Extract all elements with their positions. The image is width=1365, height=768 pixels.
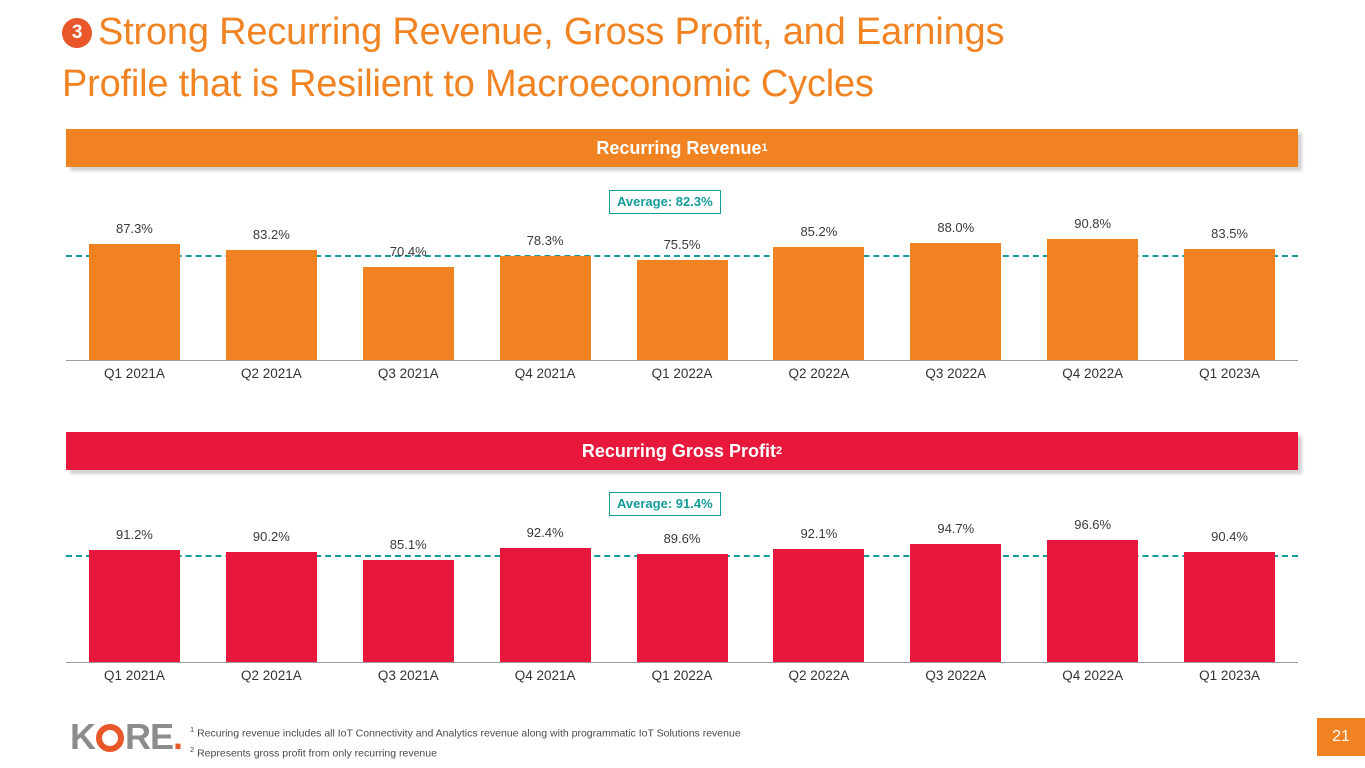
x-axis-tick-label: Q1 2023A (1199, 366, 1260, 381)
bar (363, 244, 454, 360)
footnote-1-marker: 1 (190, 725, 195, 734)
x-axis-tick-label: Q1 2021A (104, 668, 165, 683)
bar-slot (887, 521, 1024, 662)
bar-slot (1161, 226, 1298, 360)
bar-slot (340, 230, 477, 360)
bar (1047, 216, 1138, 360)
plot-area-gross-profit (66, 517, 1298, 663)
footnote-1-text: Recuring revenue includes all IoT Connectivity and Analytics revenue along with programmatic IoT Solutions revenue (197, 727, 741, 740)
logo-dot: . (173, 716, 183, 757)
average-badge-revenue: Average: 82.3% (609, 190, 721, 214)
bar-value-label: 91.2% (116, 527, 153, 542)
bar-value-label: 92.1% (800, 526, 838, 541)
bar-value-label: 85.2% (800, 224, 838, 239)
bar-value-label: 90.2% (252, 529, 290, 544)
bar-value-label: 90.8% (1074, 216, 1112, 231)
x-axis-tick-label: Q2 2022A (788, 366, 850, 381)
section-header-recurring-gross-profit (66, 432, 1298, 470)
title-line-1 (62, 6, 1292, 58)
x-axis-tick-label: Q1 2022A (651, 366, 713, 381)
bar (1184, 226, 1275, 360)
bar-slot (887, 220, 1024, 360)
chart-recurring-revenue (66, 190, 1298, 395)
bar (89, 527, 180, 662)
x-axis-tick-label: Q1 2023A (1199, 668, 1260, 683)
section-header-recurring-revenue-footnote-marker: 1 (761, 142, 768, 154)
bar-slot (203, 227, 340, 360)
x-axis-tick-label: Q4 2022A (1062, 366, 1124, 381)
section-header-recurring-gross-profit-label: Recurring Gross Profit (581, 440, 776, 461)
step-number-badge: 3 (62, 18, 92, 48)
bar-value-label: 83.2% (252, 227, 290, 242)
footnotes (190, 722, 741, 761)
x-axis-tick-label: Q2 2021A (240, 668, 302, 683)
bar-slot (614, 532, 751, 662)
bar (226, 529, 317, 662)
bar-value-label: 75.5% (663, 237, 701, 252)
title-line-2: Profile that is Resilient to Macroeconomic Cycles (62, 63, 874, 105)
x-axis-tick-label: Q3 2022A (925, 668, 987, 683)
bar (226, 227, 317, 360)
x-axis-tick-label: Q2 2021A (240, 366, 302, 381)
x-axis-tick-label: Q2 2022A (788, 668, 850, 683)
bar-slot (203, 529, 340, 662)
section-header-recurring-revenue-label: Recurring Revenue (596, 137, 762, 158)
bar (910, 220, 1001, 360)
footnote-2 (190, 742, 741, 762)
bar-slot (66, 527, 203, 662)
average-badge-gross-profit: Average: 91.4% (609, 492, 721, 516)
x-axis-tick-label: Q1 2022A (651, 668, 713, 683)
bar-slot (614, 230, 751, 360)
footnote-1 (190, 722, 741, 742)
bar-slot (477, 525, 614, 662)
section-header-recurring-revenue (66, 129, 1298, 167)
title-line-1-text: Strong Recurring Revenue, Gross Profit, and Earnings (98, 11, 1005, 53)
bar (500, 525, 591, 662)
plot-area-revenue (66, 216, 1298, 361)
bar-value-label: 90.4% (1211, 529, 1248, 544)
bar (773, 526, 864, 662)
page-title (62, 6, 1292, 110)
x-axis-tick-label: Q4 2022A (1062, 668, 1124, 683)
x-axis-tick-label: Q3 2021A (377, 668, 439, 683)
section-header-recurring-gross-profit-footnote-marker: 2 (775, 445, 783, 457)
footnote-2-text: Represents gross profit from only recurring revenue (197, 747, 437, 759)
x-axis-tick-label: Q1 2021A (104, 366, 165, 381)
bar-slot (340, 532, 477, 662)
bar (910, 521, 1001, 662)
bar-slot (66, 221, 203, 360)
bar-value-label: 70.4% (389, 244, 427, 259)
kore-logo (70, 716, 183, 757)
bar-slot (1024, 216, 1161, 360)
x-axis-labels-gross-profit (66, 668, 1298, 683)
logo-letters-re: RE (125, 716, 174, 757)
bar (1184, 529, 1275, 662)
bar-slot (1161, 529, 1298, 662)
bar (89, 221, 180, 360)
bar-value-label: 96.6% (1074, 517, 1112, 532)
logo-ring-icon (96, 724, 124, 752)
bar (637, 531, 728, 662)
bar-value-label: 78.3% (526, 233, 564, 248)
bar (363, 537, 454, 662)
bar (637, 237, 728, 360)
bar (1047, 517, 1138, 662)
bar-value-label: 94.7% (937, 521, 975, 536)
bar-slot (750, 526, 887, 662)
bar-value-label: 83.5% (1211, 226, 1248, 241)
x-axis-tick-label: Q4 2021A (514, 366, 576, 381)
bar-value-label: 92.4% (526, 525, 564, 540)
page-number: 21 (1317, 718, 1365, 756)
bar-value-label: 87.3% (116, 221, 153, 236)
bar-value-label: 89.6% (663, 531, 701, 546)
chart-recurring-gross-profit (66, 492, 1298, 697)
logo-letter-k: K (70, 716, 95, 757)
bar-slot (477, 230, 614, 360)
bar-slot (1024, 517, 1161, 662)
x-axis-labels-revenue (66, 366, 1298, 381)
footnote-2-marker: 2 (190, 744, 195, 754)
bar-value-label: 88.0% (937, 220, 975, 235)
x-axis-tick-label: Q3 2021A (377, 366, 439, 381)
bar-value-label: 85.1% (389, 537, 427, 552)
x-axis-tick-label: Q4 2021A (514, 668, 576, 683)
bar-slot (750, 224, 887, 360)
x-axis-tick-label: Q3 2022A (925, 366, 987, 381)
bar (500, 233, 591, 360)
bar (773, 224, 864, 360)
